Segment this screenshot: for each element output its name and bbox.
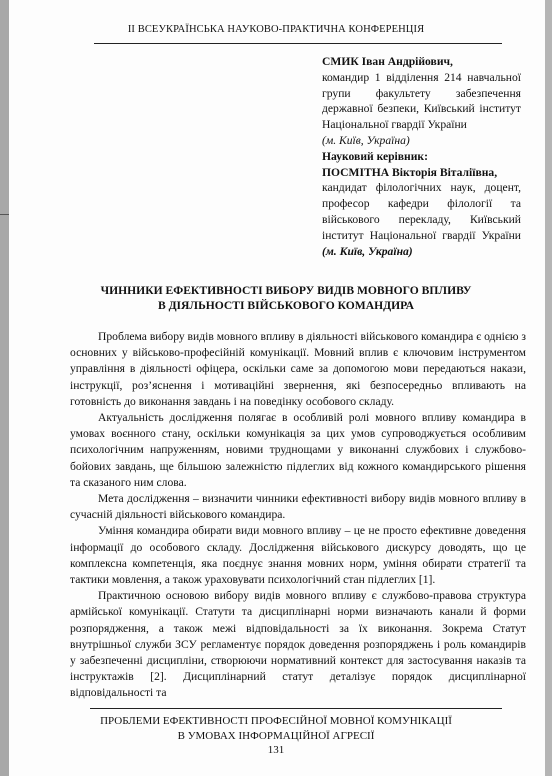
article-body [70,329,526,702]
article-title-line-1: ЧИННИКИ ЕФЕКТИВНОСТІ ВИБОРУ ВИДІВ МОВНОГО ВПЛИВУ [100,284,472,297]
running-header: ІІ ВСЕУКРАЇНСЬКА НАУКОВО-ПРАКТИЧНА КОНФЕРЕНЦІЯ [127,24,425,35]
edge-marker [0,214,9,215]
article-title [52,283,520,313]
footer-line-2: В УМОВАХ ІНФОРМАЦІЙНОЇ АГРЕСІЇ [177,729,375,742]
supervisor-position: кандидат філологічних наук, доцент, професор кафедри філології та військового перекладу, Київський інститут Національної гвардії України [322,181,521,242]
body-paragraph: Мета дослідження – визначити чинники ефективності вибору видів мовного впливу в сучасній діяльності військового командира. [70,492,526,522]
page-left-edge [0,0,9,776]
footer-divider [90,708,502,709]
page-right-edge [545,0,552,776]
author-position: командир 1 відділення 214 навчальної групи факультету забезпечення державної безпеки, Київський інститут Національної гвардії України [322,70,521,132]
body-paragraph: Уміння командира обирати види мовного впливу – це не просто ефективне доведення інформації до особового складу. Дослідження військового дискурсу доводять, що це комплексна компетенція, яка поєднує знання мовних норм, уміння обирати стратегії та тактики мовлення, а також ураховувати психологічний стан підлеглих [1]. [70,524,526,587]
supervisor-heading: Науковий керівник: [322,149,428,163]
header-divider [94,43,502,44]
running-footer [20,714,532,758]
body-paragraph: Актуальність дослідження полягає в особливій ролі мовного впливу командира в умовах воєнного стану, оскільки комунікація за цих умов супроводжується особливим психологічним напруженням, новими труднощами у виконанні службових і службово-бойових завдань, ще більшою залежністю підлеглих від кожного командирського рішення та сказаного ним слова. [70,411,526,489]
body-paragraph: Проблема вибору видів мовного впливу в діяльності військового командира є однією з основних у військово-професійній комунікації. Мовний вплив є ключовим інструментом управління в діяльності офіцера, оскільки саме за допомогою мови передаються накази, інструкції, роз’яснення і мотиваційні звернення, які безпосередньо впливають на готовність до виконання завдань і на поведінку особового складу. [70,330,526,408]
supervisor-location: (м. Київ, Україна) [322,244,413,258]
body-paragraph: Практичною основою вибору видів мовного впливу є службово-правова структура армійської комунікації. Статути та дисциплінарні норми визначають канали й форми розпорядження, а також межі відповідальності за їх виконання. Зокрема Статут внутрішньої служби ЗСУ регламентує порядок доведення розпоряджень і роль командирів у забезпеченні дисципліни, створюючи нормативний контекст для застосування наказів та інструктажів [2]. Дисциплінарний статут деталізує порядок дисциплінарної відповідальності та [70,589,526,700]
author-location: (м. Київ, Україна) [322,133,410,147]
author-name: СМИК Іван Андрійович, [322,55,453,68]
supervisor-name: ПОСМІТНА Вікторія Віталіївна, [322,165,498,179]
article-title-line-2: В ДІЯЛЬНОСТІ ВІЙСЬКОВОГО КОМАНДИРА [157,299,415,312]
author-block [322,54,521,259]
page-number: 131 [267,744,285,756]
footer-line-1: ПРОБЛЕМИ ЕФЕКТИВНОСТІ ПРОФЕСІЙНОЇ МОВНОЇ КОМУНІКАЦІЇ [100,715,452,727]
